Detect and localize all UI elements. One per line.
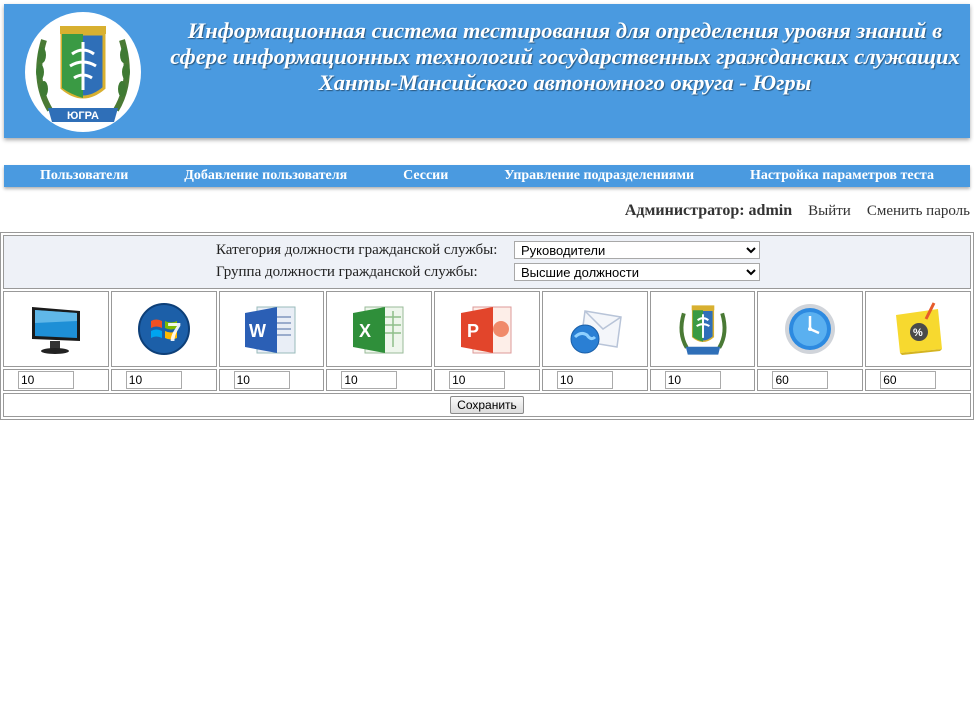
svg-text:X: X xyxy=(359,321,372,341)
value-input-windows[interactable] xyxy=(126,371,182,389)
group-row xyxy=(216,263,760,281)
nav-add-user[interactable]: Добавление пользователя xyxy=(184,168,348,183)
emblem-ribbon-label: ЮГРА xyxy=(67,110,99,122)
current-user: Администратор: admin xyxy=(624,202,793,219)
user-bar xyxy=(625,202,970,220)
monitor-icon xyxy=(26,299,86,359)
category-label: Категория должности гражданской службы: xyxy=(216,241,498,258)
icon-cell xyxy=(434,291,540,367)
input-cell xyxy=(219,369,325,391)
inputs-row xyxy=(3,369,971,391)
category-row xyxy=(216,241,760,259)
group-select[interactable] xyxy=(514,263,760,281)
word-icon xyxy=(241,299,301,359)
icon-cell xyxy=(111,291,217,367)
filters-panel xyxy=(3,235,971,289)
page-title: Информационная система тестирования для определения уровня знаний в сфере информационных технологий государственных гражданских служащих Ханты-Мансийского автономного округа - Югры xyxy=(170,18,960,95)
svg-text:W: W xyxy=(249,321,267,341)
input-cell xyxy=(757,369,863,391)
settings-table xyxy=(0,232,974,420)
value-input-monitor[interactable] xyxy=(18,371,74,389)
input-cell xyxy=(865,369,971,391)
emblem-icon xyxy=(22,10,144,134)
group-label: Группа должности гражданской службы: xyxy=(216,263,478,280)
nav-departments[interactable]: Управление подразделениями xyxy=(504,168,695,183)
value-input-percent[interactable] xyxy=(880,371,936,389)
icons-row xyxy=(3,291,971,367)
icon-cell xyxy=(219,291,325,367)
email-icon xyxy=(565,299,625,359)
save-row xyxy=(3,393,971,417)
windows7-icon xyxy=(134,299,194,359)
change-password-link[interactable]: Сменить пароль xyxy=(866,203,970,219)
icon-cell xyxy=(326,291,432,367)
input-cell xyxy=(3,369,109,391)
value-input-word[interactable] xyxy=(234,371,290,389)
nav-test-settings[interactable]: Настройка параметров теста xyxy=(749,168,934,183)
excel-icon xyxy=(349,299,409,359)
category-select[interactable] xyxy=(514,241,760,259)
icon-cell xyxy=(3,291,109,367)
icon-cell xyxy=(865,291,971,367)
percent-note-icon xyxy=(888,299,948,359)
svg-text:%: % xyxy=(913,327,923,339)
clock-icon xyxy=(780,299,840,359)
value-input-email[interactable] xyxy=(557,371,613,389)
nav-sessions[interactable]: Сессии xyxy=(403,168,449,183)
input-cell xyxy=(434,369,540,391)
input-cell xyxy=(542,369,648,391)
emblem-icon xyxy=(673,298,733,360)
powerpoint-icon xyxy=(457,299,517,359)
value-input-excel[interactable] xyxy=(341,371,397,389)
header-banner xyxy=(4,4,970,138)
nav-users[interactable]: Пользователи xyxy=(39,168,129,183)
input-cell xyxy=(111,369,217,391)
svg-text:P: P xyxy=(467,321,480,341)
icon-cell xyxy=(650,291,756,367)
value-input-powerpoint[interactable] xyxy=(449,371,505,389)
input-cell xyxy=(326,369,432,391)
svg-text:7: 7 xyxy=(166,317,182,347)
main-nav xyxy=(4,165,970,187)
icon-cell xyxy=(542,291,648,367)
input-cell xyxy=(650,369,756,391)
icon-cell xyxy=(757,291,863,367)
save-button[interactable]: Сохранить xyxy=(450,396,524,414)
value-input-emblem[interactable] xyxy=(665,371,721,389)
logout-link[interactable]: Выйти xyxy=(808,203,851,219)
value-input-clock[interactable] xyxy=(772,371,828,389)
